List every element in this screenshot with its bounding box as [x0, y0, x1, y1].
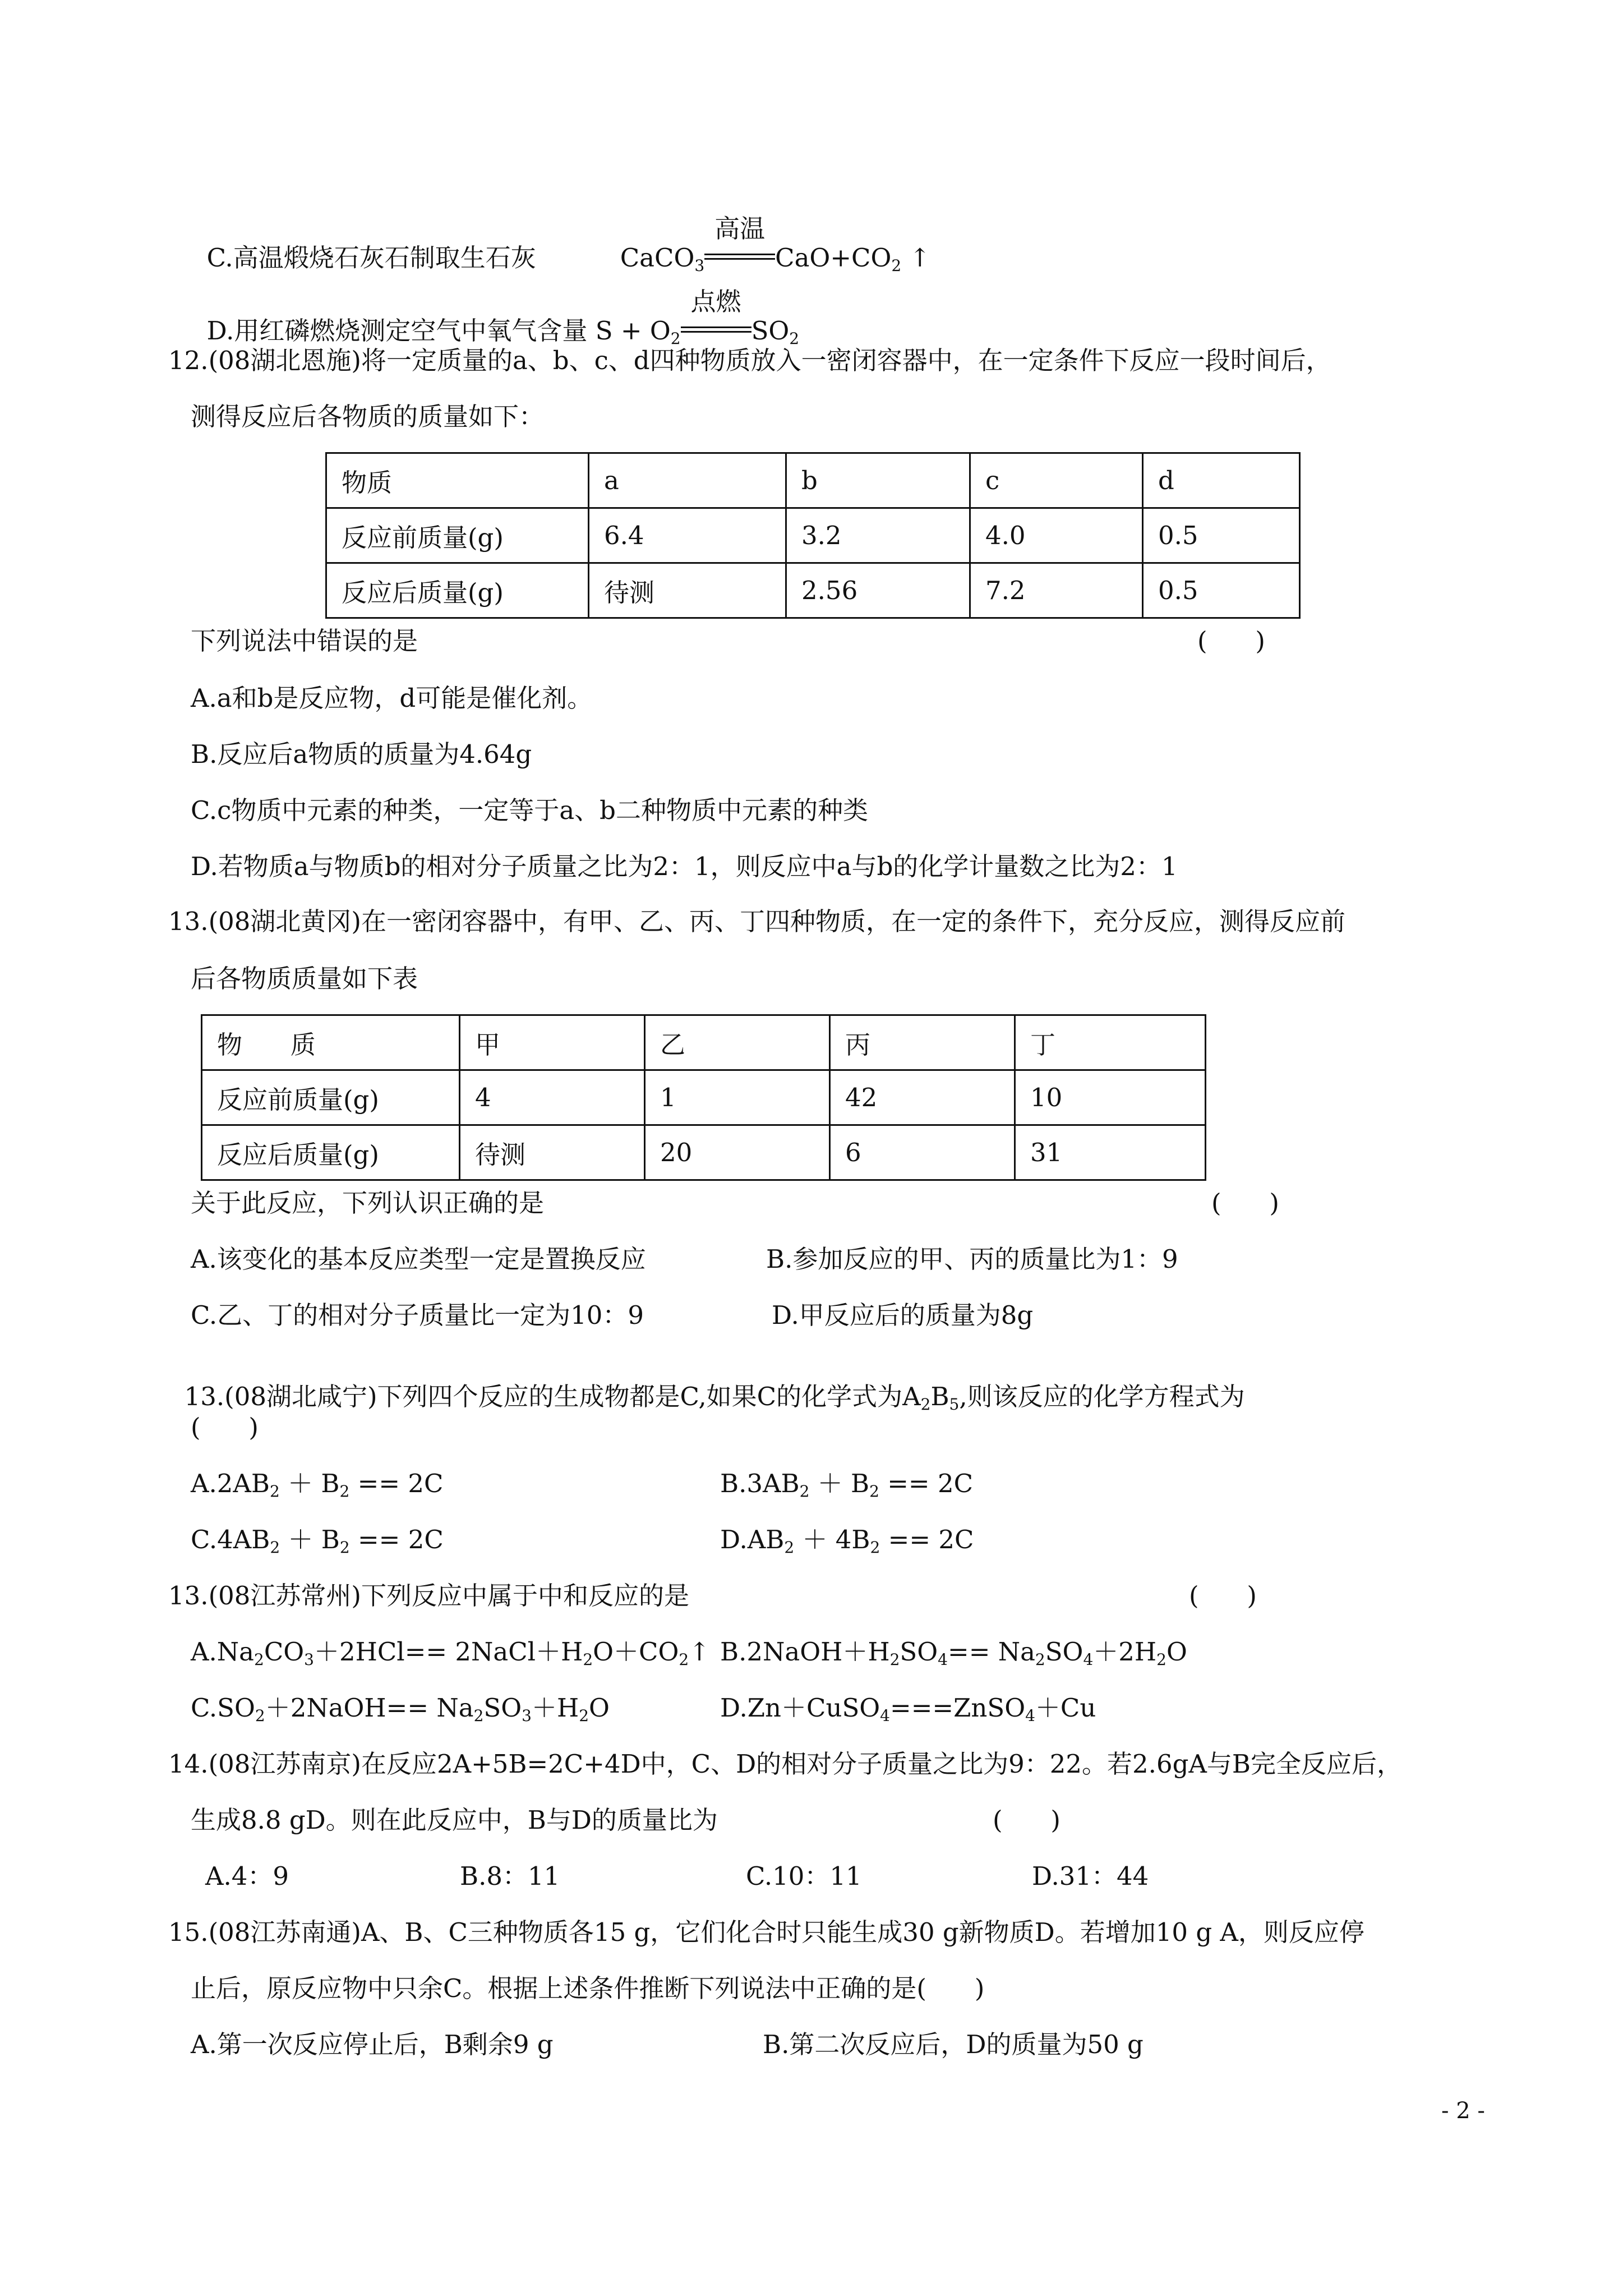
q12-prompt: 下列说法中错误的是 — [191, 626, 418, 656]
q11-option-c: C.高温煅烧石灰石制取生石灰 CaCO$_3$ 高温 $CaO+CO_2$ ↑ — [206, 214, 931, 275]
table-row: 反应后质量(g) 待测 2.56 7.2 0.5 — [326, 563, 1300, 618]
table-row: 物质 a b c d — [326, 453, 1300, 508]
reaction-arrow: 点燃 — [681, 318, 751, 343]
q14-option-c: C.10：11 — [746, 1861, 862, 1891]
q13b-option-d: $D.AB_2 + 4B_2 == 2C$ — [720, 1525, 974, 1557]
q13a-option-b: B.参加反应的甲、丙的质量比为1：9 — [766, 1244, 1178, 1274]
q14-option-b: B.8：11 — [460, 1861, 560, 1891]
q14-answer-paren: ( ) — [993, 1805, 1061, 1835]
q13a-stem-line2: 后各物质质量如下表 — [191, 964, 418, 993]
q11-option-d: D.用红磷燃烧测定空气中氧气含量 $S + O_2$ 点燃 $SO_2$ — [206, 287, 800, 348]
q12-option-b: B.反应后a物质的质量为4.64g — [191, 739, 532, 769]
table-row: 物 质 甲 乙 丙 丁 — [202, 1015, 1206, 1070]
q13b-answer-paren: ( ) — [191, 1412, 259, 1442]
q12-option-d: D.若物质a与物质b的相对分子质量之比为2：1，则反应中a与b的化学计量数之比为2：1 — [191, 852, 1178, 881]
q13a-stem-line1: 13.(08湖北黄冈)在一密闭容器中，有甲、乙、丙、丁四种物质，在一定的条件下，充分反应，测得反应前 — [168, 907, 1345, 936]
table-row: 反应后质量(g) 待测 20 6 31 — [202, 1125, 1206, 1180]
q13c-option-c: $C.SO_2+2NaOH== Na_2SO_3+H_2O$ — [191, 1693, 610, 1725]
q13b-option-b: $B.3AB_2 + B_2 == 2C$ — [720, 1469, 974, 1501]
q12-answer-paren: ( ) — [1197, 626, 1265, 656]
reaction-arrow: 高温 — [704, 245, 775, 270]
q12-option-c: C.c物质中元素的种类，一定等于a、b二种物质中元素的种类 — [191, 795, 868, 825]
q13c-option-d: D.Zn＋CuSO$_4$===ZnSO$_4$＋Cu — [720, 1693, 1096, 1725]
q13c-option-b: $B.2NaOH+H_2SO_4== Na_2SO_4+2H_2O$ — [720, 1637, 1187, 1669]
page-number: - 2 - — [1441, 2098, 1485, 2124]
q13c-stem: 13.(08江苏常州)下列反应中属于中和反应的是 — [168, 1581, 689, 1611]
q14-option-d: D.31：44 — [1032, 1861, 1149, 1891]
q12-table — [325, 452, 1301, 619]
q13a-table — [201, 1014, 1206, 1181]
q13b-stem-line1: 13.(08湖北咸宁)下列四个反应的生成物都是C,如果C的化学式为$A_2B_5$,则该反应的化学方程式为 — [184, 1382, 1245, 1414]
q14-stem-line2: 生成8.8 gD。则在此反应中，B与D的质量比为 — [191, 1805, 718, 1835]
q12-stem-line2: 测得反应后各物质的质量如下： — [191, 402, 545, 431]
q15-stem-line1: 15.(08江苏南通)A、B、C三种物质各15 g，它们化合时只能生成30 g新物质D。若增加10 g A，则反应停 — [168, 1917, 1364, 1947]
q15-option-a: A.第一次反应停止后，B剩余9 g — [191, 2030, 554, 2059]
q13a-option-a: A.该变化的基本反应类型一定是置换反应 — [191, 1244, 646, 1274]
q13a-option-c: C.乙、丁的相对分子质量比一定为10：9 — [191, 1300, 644, 1330]
q12-option-a: A.a和b是反应物，d可能是催化剂。 — [191, 683, 593, 713]
q13a-option-d: D.甲反应后的质量为8g — [772, 1300, 1034, 1330]
q13c-answer-paren: ( ) — [1189, 1581, 1257, 1611]
q13b-option-a: $A.2AB_2 + B_2 == 2C$ — [191, 1469, 444, 1501]
table-row: 反应前质量(g) 6.4 3.2 4.0 0.5 — [326, 508, 1300, 563]
q13c-option-a: $A.Na_2CO_3+2HCl==$ $2NaCl+H_2O+CO_2↑$ — [191, 1637, 710, 1669]
q12-stem-line1: 12.(08湖北恩施)将一定质量的a、b、c、d四种物质放入一密闭容器中，在一定条件下反应一段时间后， — [168, 346, 1331, 375]
q15-option-b: B.第二次反应后，D的质量为50 g — [763, 2030, 1144, 2059]
table-row: 反应前质量(g) 4 1 42 10 — [202, 1070, 1206, 1125]
q13a-answer-paren: ( ) — [1211, 1188, 1279, 1218]
q14-stem-line1: 14.(08江苏南京)在反应2A+5B=2C+4D中，C、D的相对分子质量之比为9：22。若2.6gA与B完全反应后， — [168, 1749, 1402, 1779]
q14-option-a: A.4：9 — [205, 1861, 289, 1891]
q13a-prompt: 关于此反应，下列认识正确的是 — [191, 1188, 545, 1218]
q15-stem-line2: 止后，原反应物中只余C。根据上述条件推断下列说法中正确的是( ) — [191, 1973, 985, 2003]
q13b-option-c: $C.4AB_2 + B_2 == 2C$ — [191, 1525, 444, 1557]
